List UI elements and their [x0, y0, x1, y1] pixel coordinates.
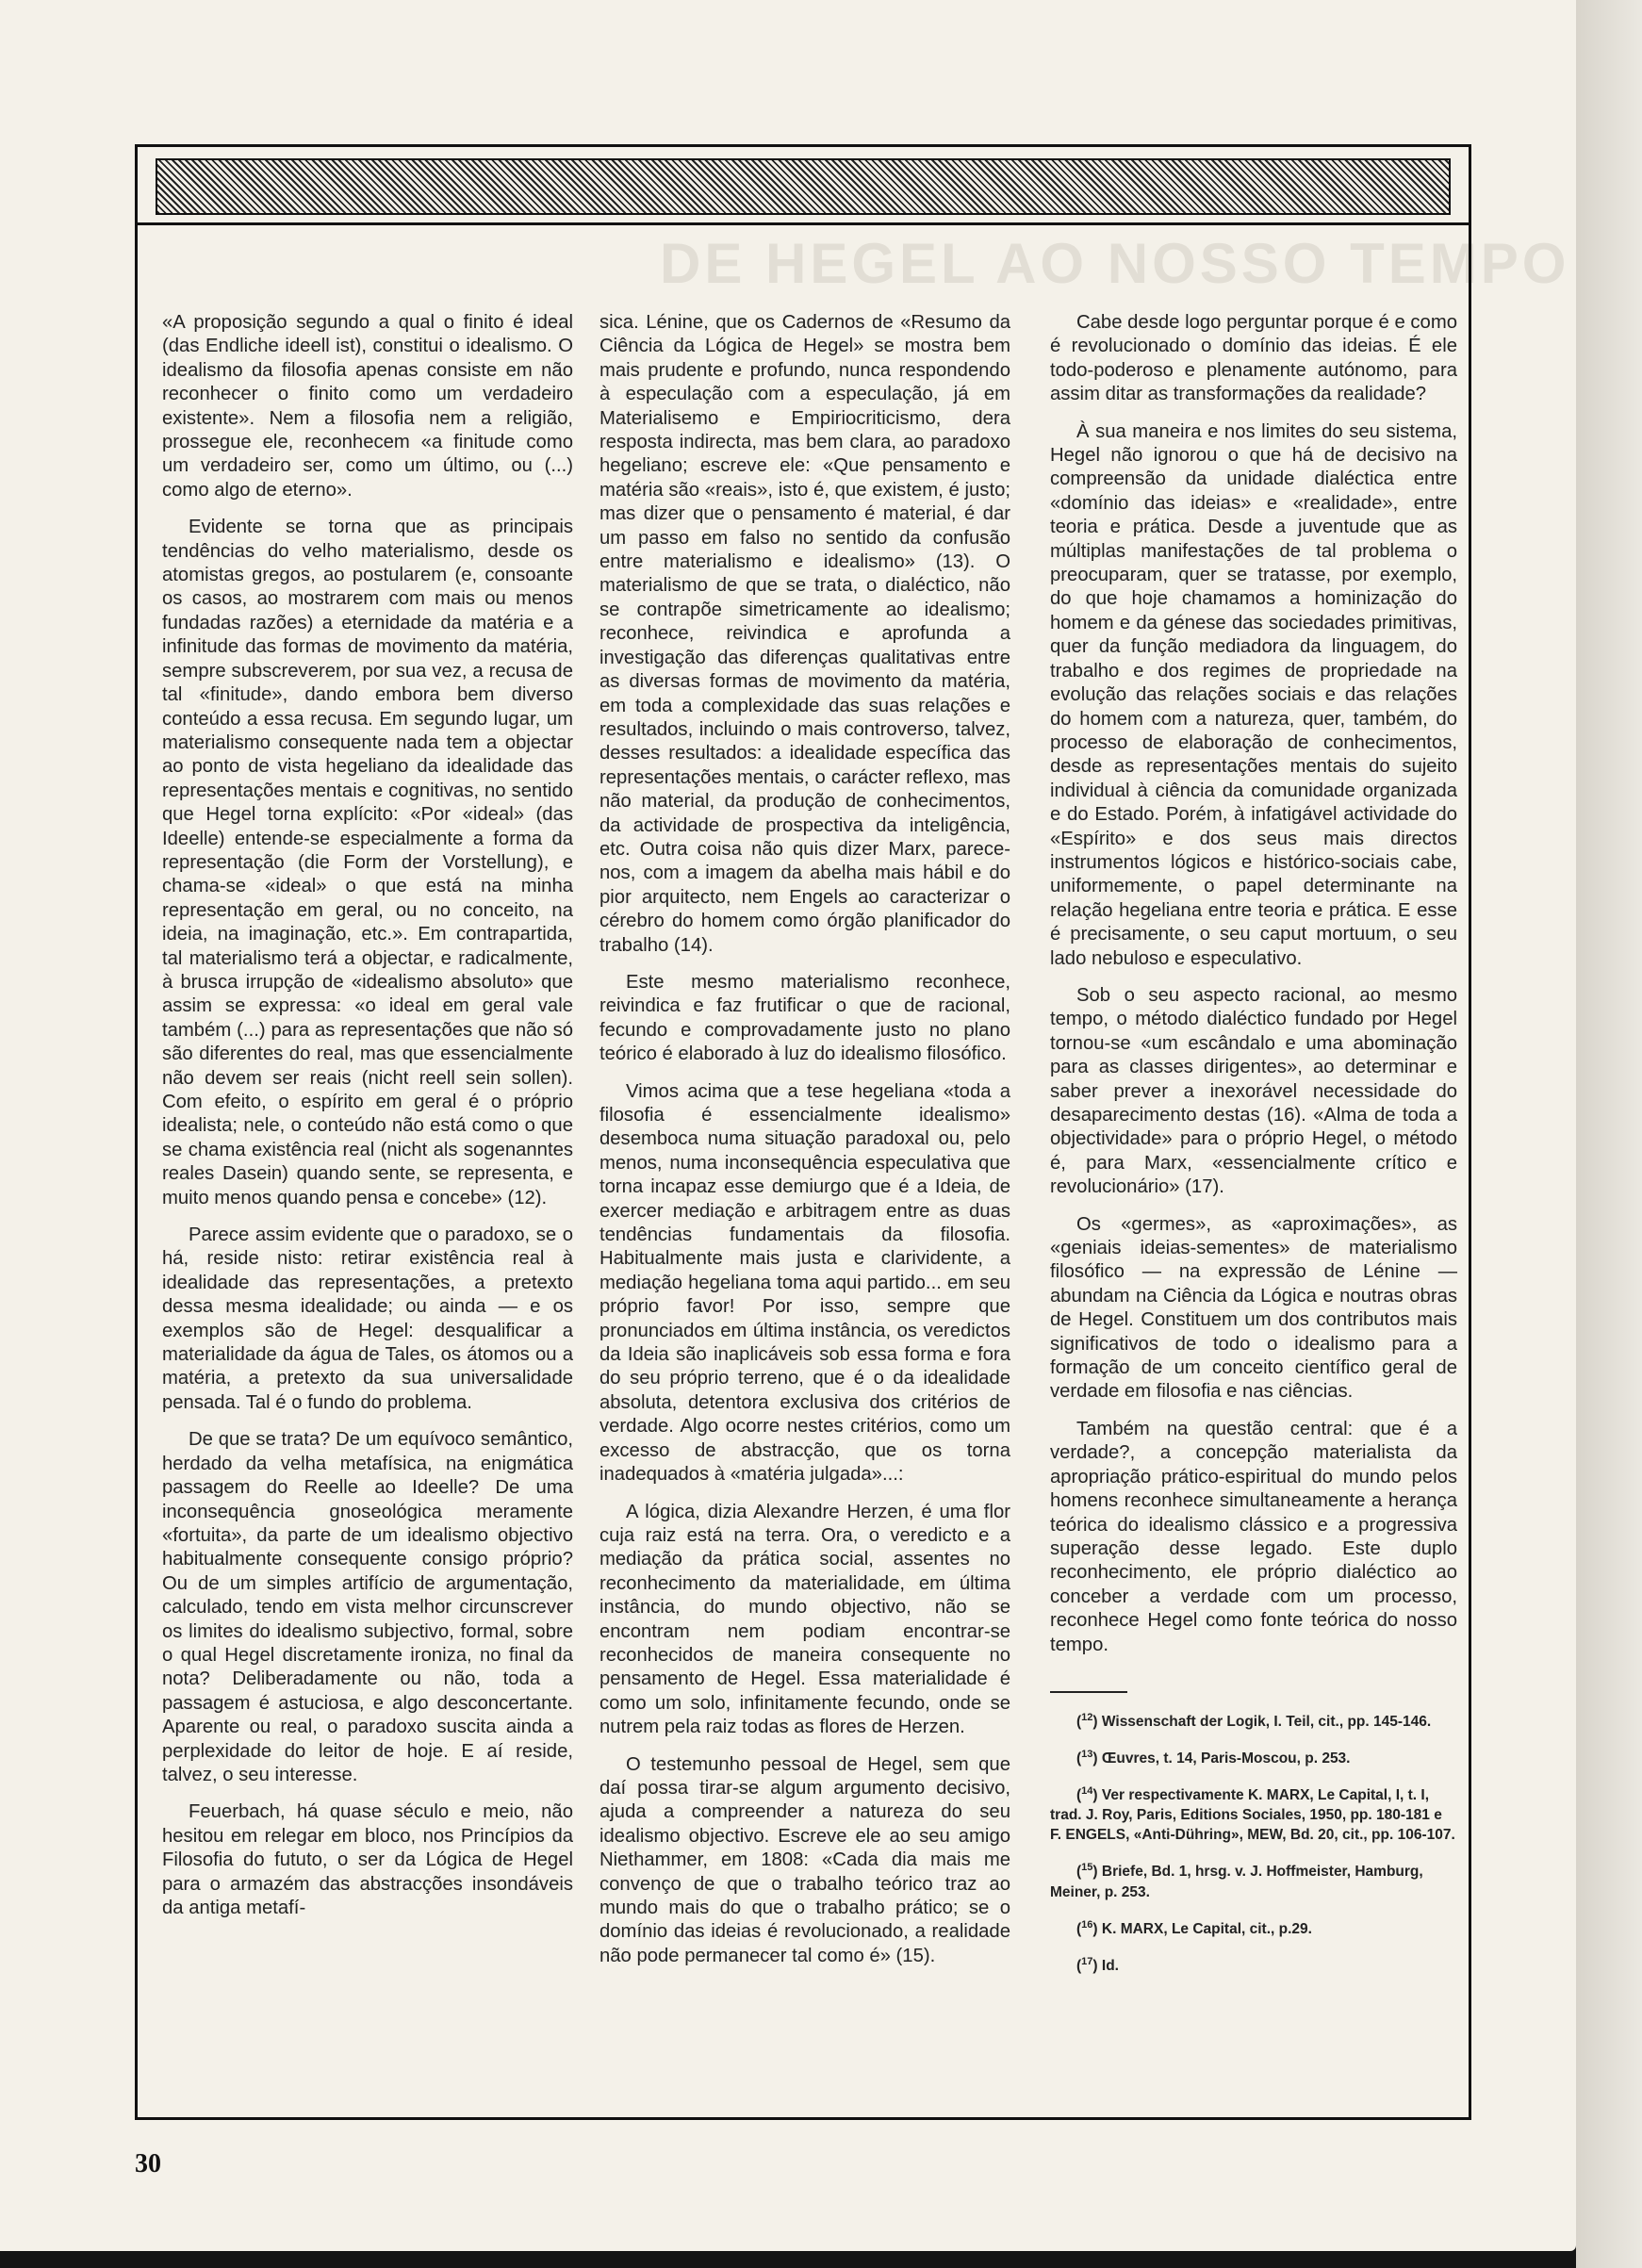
- footnotes: [1050, 1708, 1457, 1976]
- paragraph: O testemunho pessoal de Hegel, sem que daí possa tirar-se algum argumento decisivo, ajuda a compreender a natureza do seu idealismo objectivo. Escreve ele ao seu amigo Niethammer, em 1808: «Cada dia mais me convenço de que o trabalho teórico traz ao mundo mais do que o trabalho prático; se o domínio das ideias é revolucionado, a realidade não pode permanecer tal como é» (15).: [599, 1753, 1010, 1966]
- paragraph: Feuerbach, há quase século e meio, não hesitou em relegar em bloco, nos Princípios da Filosofia do fututo, o ser da Lógica de Hegel para o armazém das abstracções insondáveis da antiga metafí-: [162, 1801, 573, 1918]
- text-column-1: [162, 311, 573, 1933]
- adjacent-page-edge: [1576, 0, 1642, 2268]
- footnote: ($^{12}$) Wissenschaft der Logik, I. Teil, cit., pp. 145-146.: [1076, 1711, 1432, 1731]
- paragraph: sica. Lénine, que os Cadernos de «Resumo da Ciência da Lógica de Hegel» se mostra bem mais prudente e profundo, nunca respondendo à especulação com a especulação, já em Materialisemo e Empiriocriticismo, dera resposta indirecta, mas bem clara, ao paradoxo hegeliano; escreve ele: «Que pensamento e matéria são «reais», isto é, que existem, é justo; mas dizer que o pensamento é material, é dar um passo em falso no sentido da confusão entre materialismo e idealismo» (13). O materialismo de que se trata, o dialéctico, não se contrapõe simetricamente ao idealismo; reconhece, reivindica e aprofunda a investigação das diferenças qualitativas entre as diversas formas de movimento da matéria, em toda a complexidade das suas relações e resultados, incluindo o mais controverso, talvez, desses resultados: a idealidade específica das representações mentais, o carácter reflexo, mas não material, da produção de conhecimentos, da actividade de prospectiva da inteligência, etc. Outra coisa não quis dizer Marx, parece-nos, com a imagem da abelha mais hábil e do pior arquitecto, nem Engels ao caracterizar o cérebro do homem como órgão planificador do trabalho (14).: [599, 312, 1010, 956]
- page-number: 30: [135, 2149, 161, 2178]
- footnote: ($^{16}$) K. MARX, Le Capital, cit., p.29.: [1076, 1918, 1312, 1937]
- hatched-header-band: [156, 158, 1451, 215]
- text-column-3: [1050, 311, 1457, 1989]
- paragraph: Sob o seu aspecto racional, ao mesmo tempo, o método dialéctico fundado por Hegel tornou-se «um escândalo e uma abominação para as classes dirigentes», ao determinar e saber prever a inexorável necessidade do desaparecimento destas (16). «Alma de toda a objectividade» para o próprio Hegel, o método é, para Marx, «essencialmente crítico e revolucionário» (17).: [1050, 984, 1457, 1198]
- paragraph: Parece assim evidente que o paradoxo, se o há, reside nisto: retirar existência real à idealidade das representações, a pretexto dessa mesma idealidade; ou ainda — e os exemplos são de Hegel: desqualificar a materialidade da água de Tales, os átomos ou a matéria, a pretexto da sua universalidade pensada. Tal é o fundo do problema.: [162, 1224, 573, 1413]
- paragraph: De que se trata? De um equívoco semântico, herdado da velha metafísica, na enigmática passagem do Reelle ao Ideelle? De uma inconsequência gnoseológica meramente «fortuita», da parte de um idealismo objectivo habitualmente consequente consigo próprio? Ou de um simples artifício de argumentação, calculado, tendo em vista melhor circunscrever os limites do idealismo subjectivo, formal, sobre o qual Hegel discretamente ironiza, no final da nota? Deliberadamente ou não, toda a passagem é astuciosa, e algo desconcertante. Aparente ou real, o paradoxo suscita ainda a perplexidade do leitor de hoje. E aí reside, talvez, o seu interesse.: [162, 1429, 573, 1785]
- footnote: ($^{13}$) Œuvres, t. 14, Paris-Moscou, p. 253.: [1076, 1749, 1351, 1767]
- paragraph: Cabe desde logo perguntar porque é e como é revolucionado o domínio das ideias. É ele todo-poderoso e plenamente autónomo, para assim ditar as transformações da realidade?: [1050, 312, 1457, 405]
- paragraph: Os «germes», as «aproximações», as «geniais ideias-sementes» de materialismo filosófico — na expressão de Lénine — abundam na Ciência da Lógica e noutras obras de Hegel. Constituem um dos contributos mais significativos de todo o idealismo para a formação de um conceito científico geral de verdade em filosofia e nas ciências.: [1050, 1213, 1457, 1403]
- paragraph: Evidente se torna que as principais tendências do velho materialismo, desde os atomistas gregos, ao postularem (e, consoante os casos, ao mostrarem com mais ou menos fundadas razões) a eternidade da matéria e a infinitude das formas de movimento da matéria, sempre subscreverem, por sua vez, a recusa de tal «finitude», dando embora bem diverso conteúdo a essa recusa. Em segundo lugar, um materialismo consequente nada tem a objectar ao ponto de vista hegeliano da idealidade das representações mentais e cognitivas, no sentido que Hegel torna explícito: «Por «ideal» (das Ideelle) entende-se especialmente a forma da representação (die Form der Vorstellung), e chama-se «ideal» o que está na minha representação em geral, ou no conceito, na ideia, na imaginação, etc.». Em contrapartida, tal materialismo terá a objectar, e radicalmente, à brusca irrupção de «idealismo absoluto» que assim se expressa: «o ideal em geral vale também (...) para as representações que não só são diferentes do real, mas que essencialmente não devem ser reais (nicht reell sein sollen). Com efeito, o espírito em geral é o próprio idealista; nele, o conteúdo não está como o que se chama existência real (nicht als sogenanntes reales Dasein) quando sente, se representa, e muito menos quando pensa e concebe» (12).: [162, 517, 573, 1208]
- paragraph: Este mesmo materialismo reconhece, reivindica e faz frutificar o que de racional, fecundo e comprovadamente justo no plano teórico é elaborado à luz do idealismo filosófico.: [599, 971, 1010, 1065]
- paragraph: A lógica, dizia Alexandre Herzen, é uma flor cuja raiz está na terra. Ora, o veredicto e a mediação da prática social, assentes no reconhecimento da materialidade, em última instância, do mundo objectivo, não se encontram nem podiam encontrar-se reconhecidos de maneira consequente no pensamento de Hegel. Essa materialidade é como um solo, infinitamente fecundo, onde se nutrem pela raiz todas as flores de Herzen.: [599, 1501, 1010, 1738]
- text-column-2: [599, 311, 1010, 1981]
- footnote: ($^{14}$) Ver respectivamente K. MARX, Le Capital, I, t. I, trad. J. Roy, Paris, Editions Sociales, 1950, pp. 180-181 e F. ENGELS, «Anti-Dühring», MEW, Bd. 20, cit., pp. 106-107.: [1050, 1785, 1455, 1844]
- paragraph: À sua maneira e nos limites do seu sistema, Hegel não ignorou o que há de decisivo na compreensão da unidade dialéctica entre «domínio das ideias» e «realidade», entre teoria e prática. Desde a juventude que as múltiplas manifestações de tal problema o preocuparam, quer se tratasse, por exemplo, do que hoje chamamos a hominização do homem e da génese das sociedades primitivas, quer da função mediadora da linguagem, do trabalho e dos regimes de propriedade na evolução das relações sociais e das relações do homem com a natureza, quer, também, do processo de elaboração de conhecimentos, desde as representações mentais do sujeito individual à ciência da comunidade organizada e do Estado. Porém, à infatigável actividade do «Espírito» e dos seus mais directos instrumentos lógicos e histórico-sociais cabe, uniformemente, o papel determinante na relação hegeliana entre teoria e prática. E esse é precisamente, o seu caput mortuum, o seu lado nebuloso e especulativo.: [1050, 420, 1457, 969]
- header-rule: [135, 222, 1471, 225]
- paragraph: «A proposição segundo a qual o finito é ideal (das Endliche ideell ist), constitui o idealismo. O idealismo da filosofia apenas consiste em não reconhecer o finito como um verdadeiro existente». Nem a filosofia nem a religião, prossegue ele, reconhecem «a finitude como um verdadeiro ser, como um último, ou (...) como algo de eterno».: [162, 312, 573, 501]
- footnote: ($^{15}$) Briefe, Bd. 1, hrsg. v. J. Hoffmeister, Hamburg, Meiner, p. 253.: [1050, 1862, 1423, 1900]
- show-through-title: DE HEGEL AO NOSSO TEMPO: [660, 232, 1570, 295]
- paragraph: Vimos acima que a tese hegeliana «toda a filosofia é essencialmente idealismo» desemboca numa situação paradoxal ou, pelo menos, numa inconsequência especulativa que torna incapaz esse demiurgo que é a Ideia, de exercer mediação e arbitragem entre as duas tendências fundamentais da filosofia. Habitualmente mais justa e clarividente, a mediação hegeliana toma aqui partido... em seu próprio favor! Por isso, sempre que pronunciados em última instância, os veredictos da Ideia são inaplicáveis sob essa forma e fora do seu próprio terreno, que é o da idealidade absoluta, detentora exclusiva dos critérios de verdade. Algo ocorre nestes critérios, como um excesso de abstracção, que os torna inadequados à «matéria julgada»...:: [599, 1080, 1010, 1486]
- footnote: ($^{17}$) Id.: [1076, 1955, 1119, 1974]
- paragraph: Também na questão central: que é a verdade?, a concepção materialista da apropriação prático-espiritual do mundo pelos homens reconhece simultaneamente a herança teórica do idealismo clássico e a progressiva superação desse legado. Este duplo reconhecimento, ele próprio dialéctico ao conceber a verdade com um processo, reconhece Hegel como fonte teórica do nosso tempo.: [1050, 1418, 1457, 1655]
- footnote-rule: [1050, 1691, 1127, 1693]
